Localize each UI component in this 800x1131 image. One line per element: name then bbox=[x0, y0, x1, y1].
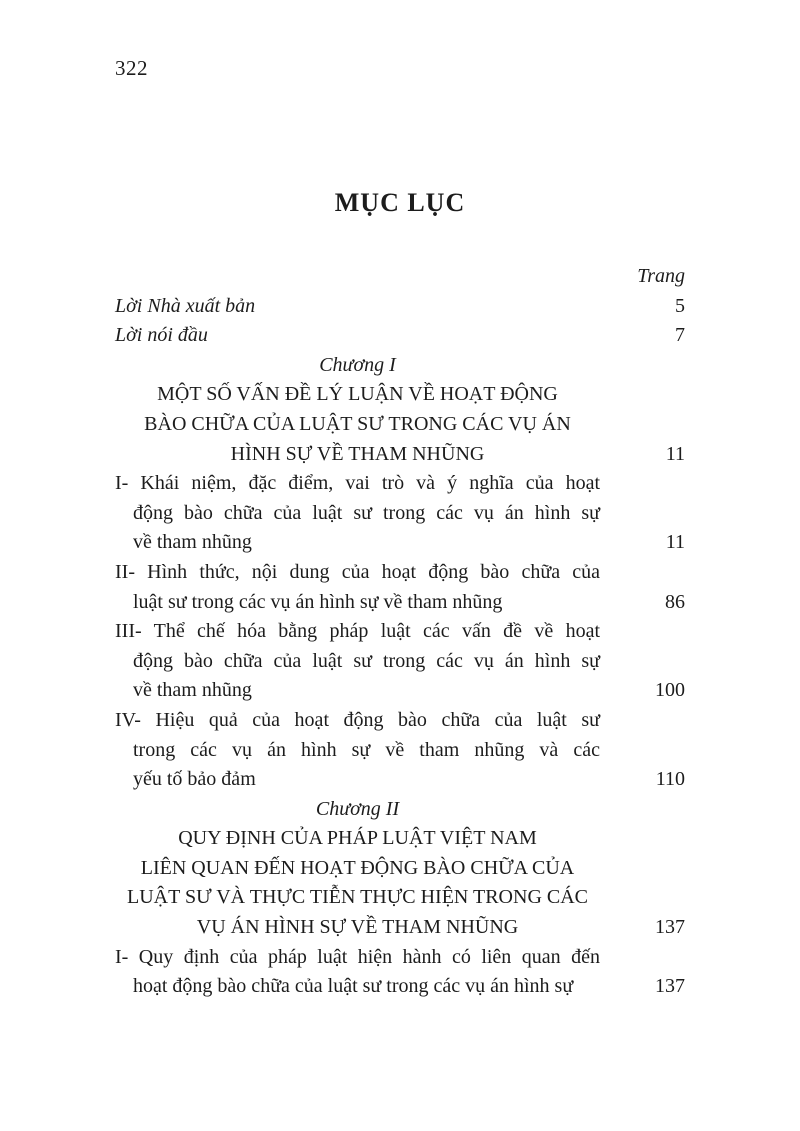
section-text: yếu tố bảo đảm bbox=[133, 768, 256, 791]
spacer bbox=[600, 736, 685, 766]
chapter-title-line: MỘT SỐ VẤN ĐỀ LÝ LUẬN VỀ HOẠT ĐỘNG bbox=[157, 383, 558, 406]
chapter-label-row bbox=[115, 351, 685, 381]
chapter-label: Chương I bbox=[319, 353, 396, 376]
page-number: 11 bbox=[665, 531, 685, 554]
section-first-line bbox=[115, 469, 600, 499]
chapter-title-row bbox=[115, 913, 685, 943]
section-text: Hiệu quả của hoạt động bào chữa của luật sư bbox=[155, 708, 601, 731]
chapter-label: Chương II bbox=[315, 797, 400, 820]
spacer bbox=[600, 380, 685, 410]
chapter-title-row bbox=[115, 380, 685, 410]
section-text: động bào chữa của luật sư trong các vụ án hình sự bbox=[133, 649, 600, 672]
section-text: động bào chữa của luật sư trong các vụ án hình sự bbox=[133, 501, 600, 524]
spacer bbox=[600, 706, 685, 736]
chapter-title-line: LIÊN QUAN ĐẾN HOẠT ĐỘNG BÀO CHỮA CỦA bbox=[140, 856, 575, 879]
toc-section-line bbox=[115, 647, 685, 677]
toc-section-line bbox=[115, 499, 685, 529]
page-number: 5 bbox=[675, 294, 685, 317]
chapter-title-row bbox=[115, 440, 685, 470]
chapter-title-row bbox=[115, 854, 685, 884]
chapter-title-row bbox=[115, 824, 685, 854]
section-text: hoạt động bào chữa của luật sư trong các vụ án hình sự bbox=[133, 975, 574, 998]
page-column-header-row bbox=[115, 262, 685, 292]
spacer bbox=[600, 854, 685, 884]
page-column-header: Trang bbox=[637, 265, 685, 287]
chapter-title-line: QUY ĐỊNH CỦA PHÁP LUẬT VIỆT NAM bbox=[178, 827, 537, 850]
toc-section-line bbox=[115, 617, 685, 647]
page-number: 110 bbox=[655, 768, 685, 791]
section-first-line bbox=[115, 558, 600, 588]
section-numeral: I- bbox=[115, 472, 129, 495]
spacer bbox=[600, 824, 685, 854]
toc-title: MỤC LỤC bbox=[334, 188, 466, 217]
toc-section-line bbox=[115, 943, 685, 973]
section-text: trong các vụ án hình sự về tham nhũng và các bbox=[133, 738, 600, 761]
section-first-line bbox=[115, 943, 600, 973]
chapter-label-row bbox=[115, 795, 685, 825]
toc-entry-frontmatter bbox=[115, 321, 685, 351]
spacer bbox=[600, 617, 685, 647]
spacer bbox=[600, 795, 685, 825]
toc-section-line bbox=[115, 765, 685, 795]
toc-section-line bbox=[115, 528, 685, 558]
page-folio: 322 bbox=[115, 56, 148, 80]
section-first-line bbox=[115, 706, 600, 736]
section-text: về tham nhũng bbox=[133, 531, 252, 554]
section-numeral: I- bbox=[115, 945, 129, 968]
section-numeral: II- bbox=[115, 560, 135, 583]
spacer bbox=[600, 469, 685, 499]
page-number: 100 bbox=[655, 679, 685, 702]
spacer bbox=[600, 558, 685, 588]
chapter-title-row bbox=[115, 883, 685, 913]
toc-section-line bbox=[115, 469, 685, 499]
chapter-title-line: VỤ ÁN HÌNH SỰ VỀ THAM NHŨNG bbox=[196, 916, 519, 939]
section-text: Thể chế hóa bằng pháp luật các vấn đề về hoạt bbox=[153, 620, 600, 643]
spacer bbox=[600, 883, 685, 913]
toc-entries bbox=[115, 262, 685, 1002]
toc-section-line bbox=[115, 558, 685, 588]
toc-section-line bbox=[115, 588, 685, 618]
chapter-title-line: LUẬT SƯ VÀ THỰC TIỄN THỰC HIỆN TRONG CÁC bbox=[126, 886, 589, 909]
toc-section-line bbox=[115, 706, 685, 736]
section-text: về tham nhũng bbox=[133, 679, 252, 702]
chapter-title-row bbox=[115, 410, 685, 440]
page-number: 7 bbox=[675, 324, 685, 347]
spacer bbox=[600, 410, 685, 440]
section-numeral: IV- bbox=[115, 708, 141, 731]
section-text: Quy định của pháp luật hiện hành có liên quan đến bbox=[138, 945, 600, 968]
page-number: 137 bbox=[655, 916, 685, 939]
chapter-title-line: BÀO CHỮA CỦA LUẬT SƯ TRONG CÁC VỤ ÁN bbox=[144, 412, 571, 435]
section-text: Hình thức, nội dung của hoạt động bào chữa của bbox=[147, 560, 601, 583]
toc-entry-frontmatter bbox=[115, 292, 685, 322]
section-first-line bbox=[115, 617, 600, 647]
toc-section-line bbox=[115, 736, 685, 766]
toc-entry-label: Lời Nhà xuất bản bbox=[115, 294, 256, 317]
page-number: 11 bbox=[665, 442, 685, 465]
spacer bbox=[600, 943, 685, 973]
spacer bbox=[600, 351, 685, 381]
section-numeral: III- bbox=[115, 620, 142, 643]
section-text: Khái niệm, đặc điểm, vai trò và ý nghĩa của hoạt bbox=[140, 472, 601, 495]
page-number: 137 bbox=[655, 975, 685, 998]
chapter-title-line: HÌNH SỰ VỀ THAM NHŨNG bbox=[230, 442, 485, 465]
section-text: luật sư trong các vụ án hình sự về tham nhũng bbox=[133, 590, 503, 613]
spacer bbox=[600, 647, 685, 677]
page-number: 86 bbox=[665, 590, 685, 613]
spacer bbox=[600, 499, 685, 529]
toc-section-line bbox=[115, 676, 685, 706]
toc-section-line bbox=[115, 972, 685, 1002]
toc-entry-label: Lời nói đầu bbox=[115, 324, 208, 347]
